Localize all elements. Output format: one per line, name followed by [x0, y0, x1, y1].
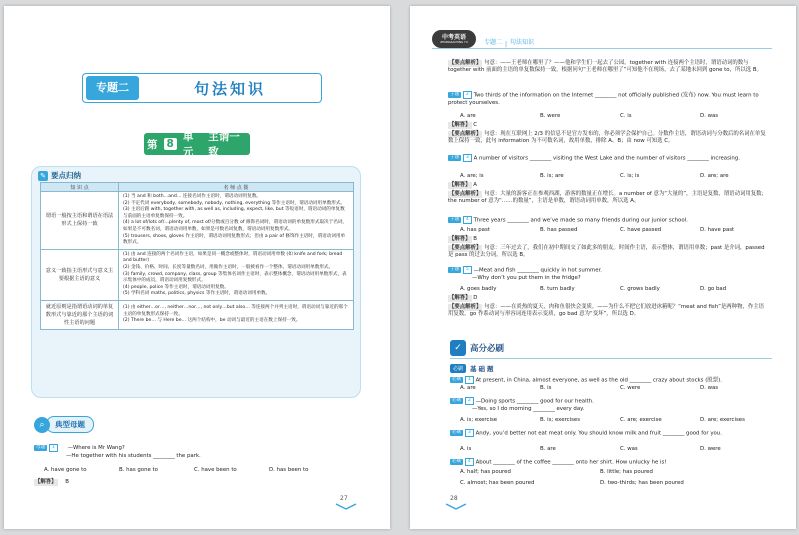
analysis-text: 句意：大量的游客正在参观西湖，游客的数量正在增长。a number of 意为“大量的”，主语是复数，谓语动词用复数；the number of 意为“……的数量”，主语是单数，谓语动词用单数，所以选 A。 [448, 191, 767, 205]
chevron-down-icon [444, 503, 468, 511]
option: B. is; exercises [540, 417, 581, 423]
option: A. is [460, 446, 472, 452]
header-logo-main: 中考英语 [441, 33, 466, 41]
row-topic: 谓语一般按主语和谓语在语法形式上保持一致 [41, 192, 119, 250]
exercise-number: 2 [465, 397, 474, 405]
exercise-tag: 必刷 [452, 458, 462, 464]
note-line: (2) 金钱、价格、时间、长度等量数名词，用做作主语时，一般被看作一个整体，谓语动词用单数形式。 [123, 264, 334, 270]
analysis-block [448, 131, 768, 146]
answer-label: 【解答】 [449, 122, 471, 128]
table-header-topic: 知 识 点 [41, 183, 119, 192]
unit-banner [144, 131, 250, 158]
answer-row [448, 236, 768, 243]
option: A. are [460, 385, 476, 391]
answer-row [448, 182, 768, 189]
analysis-text: 句意：——在炎热的夏天，肉和鱼很快会变质。——为什么不把它们放进冰箱呢？“meat and fish”是两种物，作主语用复数，go 作系动词与形容词连用表示变质，go bad 意为“变坏”，所以选 D。 [448, 304, 765, 318]
exercise-text-2: —Yes, so I do morning ________ every day. [472, 406, 585, 412]
analysis-label: 【要点解析】 [449, 191, 482, 197]
note-line: (5) trousers, shoes, gloves 作主语时，谓语动词用复数形式；但由 a pair of 修饰作主语时，谓语动词用单数形式。 [123, 233, 346, 246]
analysis-block [448, 60, 768, 75]
exercise-number: 1 [465, 376, 474, 384]
option: D. are; are [700, 173, 729, 179]
option: D. was [700, 113, 719, 119]
high-score-heading [450, 340, 504, 356]
table-row [41, 300, 354, 329]
exercise-question [450, 458, 770, 467]
option: B. were [540, 113, 561, 119]
question-number: 4 [463, 216, 472, 224]
header-logo [432, 30, 476, 48]
header-logo-sub: ZHONGKAOYING YU [440, 39, 468, 44]
option: A. are; is [460, 173, 484, 179]
option: B. is; are [540, 173, 564, 179]
key-points-title: 要点归纳 [51, 171, 81, 180]
exercise-question [450, 376, 770, 385]
question-block [448, 154, 768, 163]
question-text: Three years ________ and we’ve made so many friends during our junior school. [473, 217, 688, 224]
example-tag: 母题 [36, 444, 46, 450]
example-options [44, 467, 344, 474]
analysis-text: 句意：三年过去了，我们在初中期间交了如此多的朋友。时间作主语，表示整体，谓语用单数；past 是介词，passed 是 pass 的过去分词，所以选 B。 [448, 245, 765, 259]
example-number: 1 [49, 444, 58, 452]
options-row [460, 469, 780, 476]
question-text: —Meat and fish ________ quickly in hot summer. [473, 267, 603, 274]
exercise-tag: 必刷 [452, 397, 462, 403]
answer-value: A [473, 182, 477, 188]
chevron-down-icon [334, 503, 358, 511]
analysis-block [448, 245, 768, 260]
example-answer [34, 479, 69, 486]
question-tag: 子题 [450, 216, 460, 222]
topic-banner [82, 73, 322, 103]
example-question [34, 444, 125, 453]
question-number: 2 [463, 91, 472, 99]
header-separator: | [505, 41, 508, 48]
exercise-tag: 必刷 [452, 376, 462, 382]
answer-value: B [473, 236, 477, 242]
note-line: (1) 当 and 和 both…and… 连接名词作主语时，谓语动词用复数。 [123, 194, 262, 199]
unit-title: 主谓一致 [208, 131, 240, 158]
high-score-label: 高分必刷 [470, 344, 505, 354]
header-topic: 专题二 [484, 39, 503, 46]
option: C. were [620, 385, 641, 391]
options-row [460, 113, 780, 120]
unit-prefix: 第 [147, 138, 158, 151]
question-number: 3 [463, 154, 472, 162]
note-line: (4) a lot of/lots of/…plenty of, most of/分数或百分数 of 修饰名词时，谓语动词的单复数形式取决于名词，如果是不可数名词，谓语动词用单数，如果是可数名词复数，谓语动词用复数形式。 [123, 220, 348, 232]
question-text: A number of visitors ________ visiting the West Lake and the number of visitors ________ increasing. [473, 155, 740, 162]
key-points-table [40, 182, 354, 330]
answer-label: 【解答】 [449, 236, 471, 242]
option: A. half; has poured [460, 469, 511, 475]
typical-section-heading [34, 416, 94, 433]
example-q2: —He together with his students ________ the park. [66, 453, 201, 459]
exercise-number: 4 [465, 458, 474, 466]
option: B. little; has poured [600, 469, 653, 475]
option: D. have past [700, 227, 735, 233]
options-row [460, 385, 780, 392]
question-number: 5 [463, 266, 472, 274]
typical-label: 典型母题 [46, 416, 94, 433]
options-row [460, 173, 780, 180]
option: C. is; is [620, 173, 640, 179]
exercise-text: At present, in China, almost everyone, as well as the old ________ crazy about stocks (股票). [475, 377, 722, 384]
options-row [460, 227, 780, 234]
option: A. have gone to [44, 467, 87, 473]
exercise-text: —Doing sports ________ good for our health. [475, 398, 594, 405]
analysis-text: 句意：——王老师在哪里了？——他和学生们一起去了公园。together with 连接两个主语时，谓语动词的数与 together with 前面的主语的单复数保持一致，根据问句“王老师在哪里了”可知他不在现场，去了某地未回到 gone to，所以选 B。 [448, 60, 762, 74]
answer-label: 【解答】 [449, 182, 471, 188]
option: A. is; exercise [460, 417, 498, 423]
row-topic: 就近原则是指谓语动词的单复数形式与靠近的那个主语的词性主语的问题 [41, 300, 119, 329]
answer-value: C [473, 122, 478, 128]
option: B. is [540, 385, 552, 391]
exercise-question [450, 429, 770, 438]
example-q1: —Where is Mr Wang? [67, 445, 125, 452]
row-notes [119, 249, 354, 300]
running-header [432, 30, 534, 48]
unit-suffix: 单元 [182, 131, 194, 158]
option: D. are; exercises [700, 417, 745, 423]
options-row [460, 286, 780, 293]
note-line: (3) 主语后跟 with, together with, as well as, including, expect, like, but 等短语时，谓语动词的单复数与前面的主语单复数保持一致。 [123, 207, 345, 219]
key-points-heading [38, 170, 81, 181]
row-notes [119, 192, 354, 250]
option: D. two-thirds; has been poured [600, 480, 684, 486]
analysis-label: 【要点解析】 [449, 131, 482, 137]
question-tag: 子题 [450, 91, 460, 97]
option: C. have been to [194, 467, 237, 473]
analysis-block [448, 191, 768, 206]
question-followup: —Why don’t you put them in the fridge? [472, 275, 581, 281]
question-block [448, 216, 768, 225]
exercise-number: 3 [465, 429, 474, 437]
page-number: 28 [450, 495, 458, 502]
option: A. goes badly [460, 286, 497, 292]
answer-label: 【解答】 [35, 479, 57, 485]
option: C. grows badly [620, 286, 660, 292]
analysis-label: 【要点解析】 [449, 60, 482, 66]
options-row [460, 480, 780, 487]
answer-value: B [65, 479, 69, 485]
header-rule [432, 48, 772, 49]
option: B. are [540, 446, 556, 452]
options-row [460, 417, 780, 424]
section-rule [450, 358, 772, 359]
note-line: (2) 不定代词 everybody, somebody, nobody, nothing, everything 等作主语时，谓语动词用单数形式。 [123, 200, 346, 206]
analysis-label: 【要点解析】 [449, 245, 482, 251]
row-topic: 意义一致指主语形式与意义主要根据主语的意义 [41, 249, 119, 300]
question-text: Two thirds of the information on the Internet ________ not officially published (发布) now. You must learn to protect yourselves. [448, 92, 759, 106]
option: D. were [700, 446, 721, 452]
option: D. has been to [269, 467, 309, 473]
note-line: (3) family, crowd, company, class, group 等集体名词作主语时，表示整体概念，谓语动词用单数形式，表示集体中的成员，谓语动词用复数形式。 [123, 271, 347, 284]
option: B. turn badly [540, 286, 575, 292]
header-section: 句法知识 [510, 39, 535, 46]
basic-title: 基础题 [470, 365, 496, 373]
note-line: (4) people, police 等作主语时，谓语动词用复数。 [123, 284, 229, 290]
unit-number: 8 [164, 138, 177, 150]
option: A. has past [460, 227, 490, 233]
key-points-icon: ✎ [38, 171, 48, 181]
option: C. are; exercise [620, 417, 662, 423]
answer-row [448, 122, 768, 129]
topic-tag: 专题二 [86, 76, 139, 100]
option: B. has gone to [119, 467, 158, 473]
options-row [460, 446, 780, 453]
option: C. almost; has been poured [460, 480, 535, 486]
exercise-text: About ________ of the coffee ________ onto her shirt. How unlucky he is! [475, 459, 667, 466]
note-line: (2) There be… 与 Here be… 这两个结构中，be 动词与最近的主语在数上保持一致。 [123, 318, 301, 324]
option: C. was [620, 446, 638, 452]
option: D. go bad [700, 286, 727, 292]
exercise-text: Andy, you’d better not eat meat only. You should know milk and fruit ________ good for you. [475, 430, 722, 437]
left-page [4, 6, 390, 529]
question-block [448, 266, 768, 275]
table-row [41, 192, 354, 250]
option: D. was [700, 385, 719, 391]
question-tag: 子题 [450, 154, 460, 160]
question-tag: 子题 [450, 266, 460, 272]
topic-title: 句法知识 [193, 79, 266, 98]
page-number: 27 [340, 495, 348, 502]
table-header-notes: 名 师 点 拨 [119, 183, 354, 192]
option: A. are [460, 113, 476, 119]
exercise-question [450, 397, 770, 406]
right-page [410, 6, 796, 529]
analysis-block [448, 304, 768, 319]
basic-heading [450, 364, 496, 373]
answer-value: D [473, 295, 478, 301]
exercise-tag: 必刷 [452, 429, 462, 435]
analysis-text: 句意：现在互联网上 2/3 的信息不是官方发布的，你必须学会保护自己。分数作主语，谓语动词与分数后的名词在单复数上保持一致，此句 information 为不可数名词，故用单数，排除 A、B；由 now 可知选 C。 [448, 131, 766, 145]
note-line: (5) 学科名词 maths, politics, physics 等作主语时，谓语动词用单数。 [123, 291, 271, 297]
answer-row [448, 295, 768, 302]
note-line: (1) 由 and 连接的两个名词作主语，如果是同一概念或整体时，谓语动词用单数 (如 knife and fork; bread and butter) [123, 251, 343, 264]
row-notes [119, 300, 354, 329]
basic-tag: 必刷 [450, 364, 466, 373]
analysis-label: 【要点解析】 [449, 304, 482, 310]
table-row [41, 249, 354, 300]
thumbs-up-icon: ✓ [450, 340, 466, 356]
magnifier-icon: ⌕ [34, 417, 50, 433]
key-points-box [31, 166, 361, 398]
note-line: (1) 由 either…or…, neither…nor…, not only…but also… 等连接两个并列主语时，谓语动词与靠近的那个主语的单复数形式保持一致。 [123, 305, 348, 317]
answer-label: 【解答】 [449, 295, 471, 301]
question-block [448, 91, 768, 107]
option: C. have passed [620, 227, 662, 233]
option: C. is [620, 113, 632, 119]
option: B. has passed [540, 227, 578, 233]
